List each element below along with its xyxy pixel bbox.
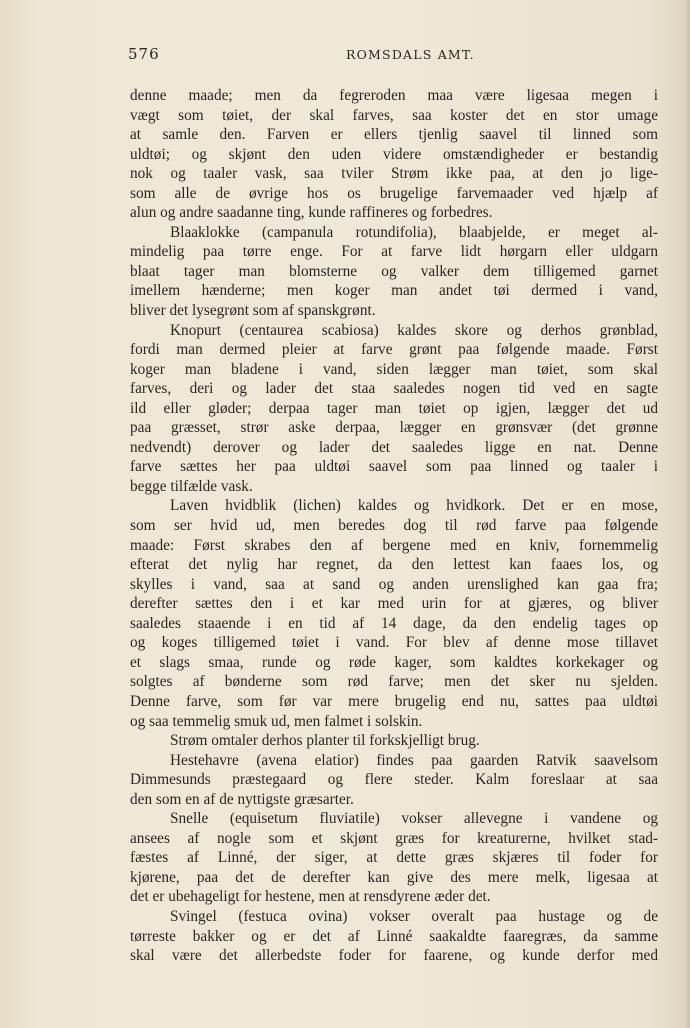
text-line: derefter sættes den i et kar med urin for at gjæres, og bliver xyxy=(130,595,658,613)
text-line: og koges tilligemed tøiet i vand. For blev af denne mose tillavet xyxy=(130,634,658,652)
page-number: 576 xyxy=(128,45,160,63)
text-line: tørreste bakker og er det af Linné saakaldte faaregræs, da samme xyxy=(130,927,658,945)
text-line: denne maade; men da fegreroden maa være ligesaa megen i xyxy=(130,87,658,104)
text-line: fæstes af Linné, der siger, at dette græs skjæres til foder for xyxy=(130,849,658,867)
text-line: kjørene, paa det de derefter kan give des mere melk, ligesaa at xyxy=(130,868,658,886)
text-line: Knopurt (centaurea scabiosa) kaldes skore og derhos grønblad, xyxy=(170,321,658,339)
text-line: saaledes staaende i en tid af 14 dage, da den endelig tages op xyxy=(130,614,658,632)
text-line: det er ubehageligt for hestene, men at rensdyrene æder det. xyxy=(130,888,491,906)
text-line: farve sættes her paa uldtøi saavel som paa linned og taaler i xyxy=(130,458,658,476)
text-line: ild eller gløder; derpaa tager man tøiet op igjen, lægger det ud xyxy=(130,399,658,417)
text-line: farves, deri og lader det staa saaledes nogen tid ved en sagte xyxy=(130,380,658,398)
text-line: paa græsset, strør aske derpaa, lægger en grønsvær (det grønne xyxy=(130,419,658,437)
text-line: Dimmesunds præstegaard og flere steder. Kalm foreslaar at saa xyxy=(130,771,658,789)
text-line: Laven hvidblik (lichen) kaldes og hvidkork. Det er en mose, xyxy=(170,497,658,515)
text-line: og saa temmelig smuk ud, men falmet i solskin. xyxy=(130,712,423,730)
text-line: nok og taaler vask, saa tviler Strøm ikke paa, at den jo lige- xyxy=(130,165,658,183)
text-line: ansees af nogle som et skjønt græs for kreaturerne, hvilket stad- xyxy=(130,829,658,847)
page-header xyxy=(128,45,656,65)
running-title: ROMSDALS AMT. xyxy=(346,47,475,62)
text-line: bliver det lysegrønt som af spanskgrønt. xyxy=(130,302,376,320)
text-line: solgtes af bønderne som rød farve; men det sker nu sjelden. xyxy=(130,673,658,691)
text-line: uldtøi; og skjønt den uden videre omstændigheder er bestandig xyxy=(130,145,658,163)
body-text xyxy=(130,86,658,966)
text-line: imellem hænderne; men koger man andet tøi dermed i vand, xyxy=(130,282,658,300)
text-line: fordi man dermed pleier at farve grønt paa følgende maade. Først xyxy=(130,341,658,359)
text-line: skylles i vand, saa at sand og anden urenslighed kan gaa fra; xyxy=(130,575,658,593)
text-line: et slags smaa, runde og røde kager, som kaldtes korkekager og xyxy=(130,653,658,671)
text-line: vægt som tøiet, der skal farves, saa koster det en stor umage xyxy=(130,106,658,124)
text-line: nedvendt) derover og lader det saaledes ligge en nat. Denne xyxy=(130,438,658,456)
text-line: den som en af de nyttigste græsarter. xyxy=(130,790,354,808)
page-edge-shadow xyxy=(684,0,690,1028)
text-line: alun og andre saadanne ting, kunde raffineres og forbedres. xyxy=(130,204,493,222)
text-line: maade: Først skrabes den af bergene med en kniv, fornemmelig xyxy=(130,536,658,554)
text-line: Blaaklokke (campanula rotundifolia), blaabjelde, er meget al- xyxy=(170,223,658,241)
text-line: at samle den. Farven er ellers tjenlig saavel til linned som xyxy=(130,126,658,144)
text-line: blaat tager man blomsterne og valker dem tilligemed garnet xyxy=(130,262,658,280)
text-line: Svingel (festuca ovina) vokser overalt paa hustage og de xyxy=(170,907,658,925)
text-line: Strøm omtaler derhos planter til forkskjelligt brug. xyxy=(170,732,480,750)
text-line: begge tilfælde vask. xyxy=(130,477,253,495)
text-line: Denne farve, som før var mere brugelig end nu, sattes paa uldtøi xyxy=(130,692,658,710)
text-line: Snelle (equisetum fluviatile) vokser allevegne i vandene og xyxy=(170,810,658,828)
text-line: Hestehavre (avena elatior) findes paa gaarden Ratvik saavelsom xyxy=(170,751,658,769)
text-line: koger man bladene i vand, siden lægger man tøiet, som skal xyxy=(130,360,658,378)
text-line: som ser hvid ud, men beredes dog til rød farve paa følgende xyxy=(130,517,658,535)
text-line: som alle de øvrige hos os brugelige farvemaader ved hjælp af xyxy=(130,184,658,202)
text-line: efterat det nylig har regnet, da den lettest kan faaes los, og xyxy=(130,556,658,574)
text-line: mindelig paa tørre enge. For at farve lidt hørgarn eller uldgarn xyxy=(130,243,658,261)
text-line: skal være det allerbedste foder for faarene, og kunde derfor med xyxy=(130,947,658,965)
